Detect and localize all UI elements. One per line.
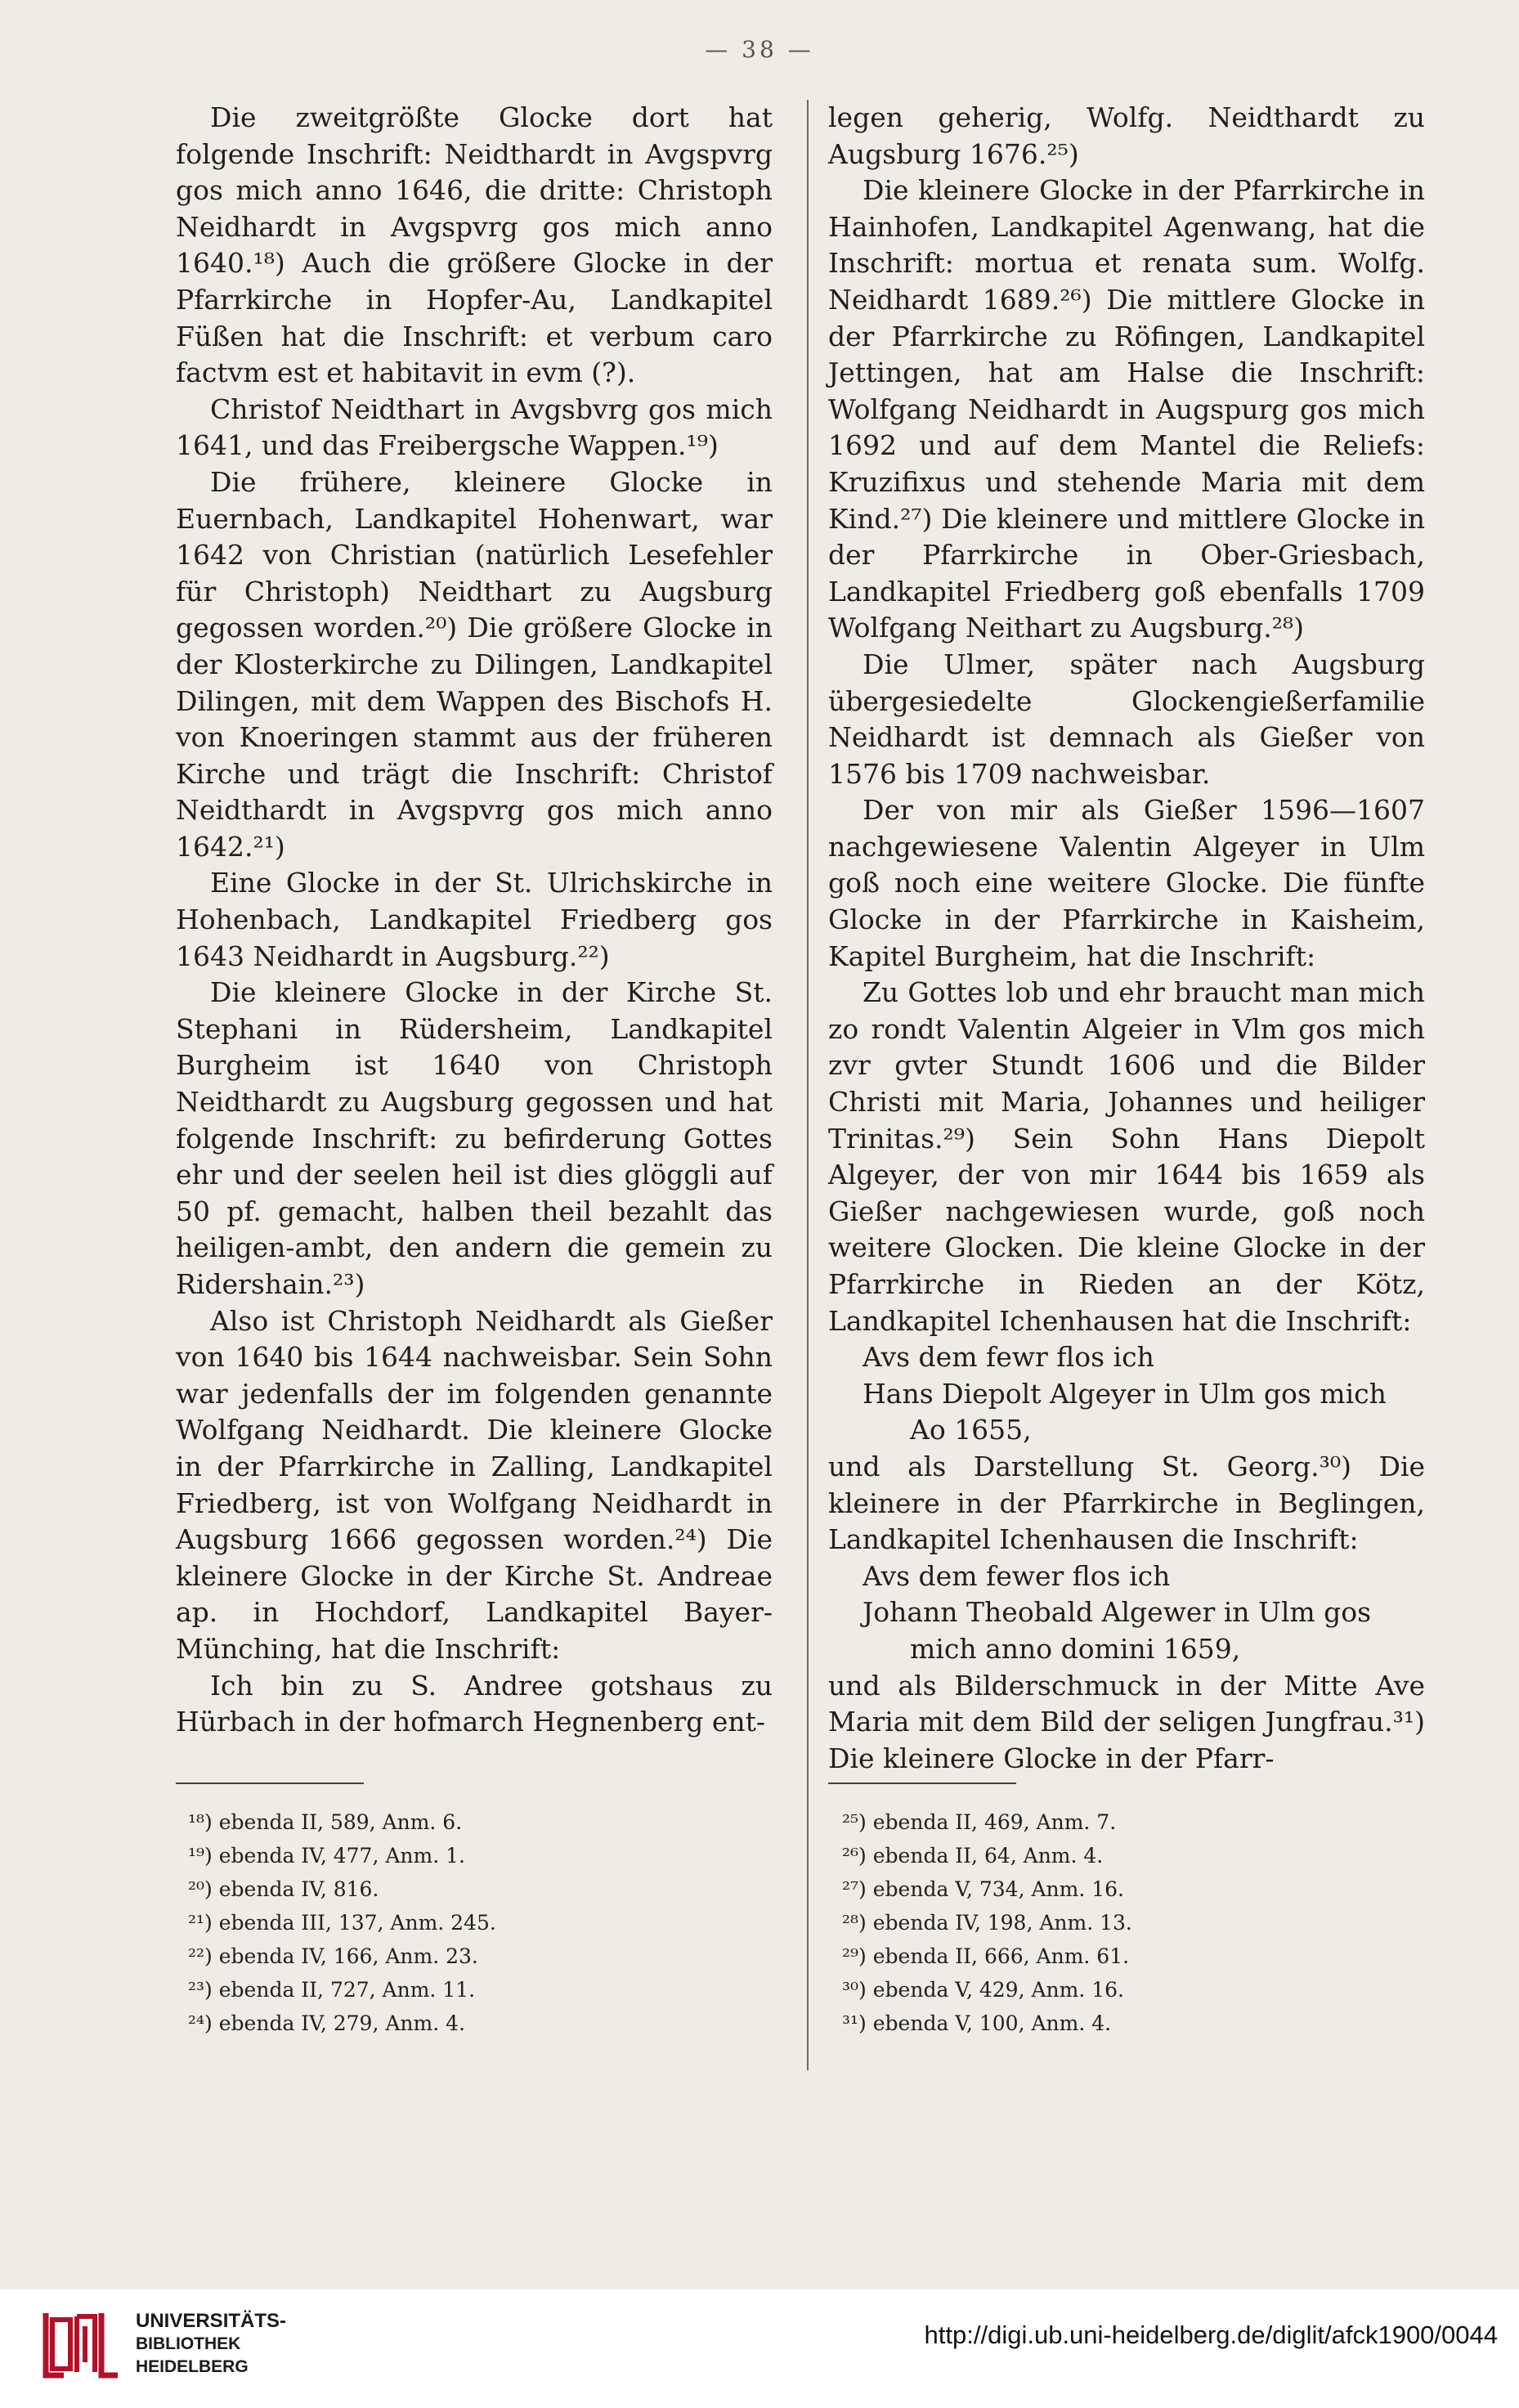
source-url-link[interactable]: http://digi.ub.uni-heidelberg.de/diglit/afck1900/0044 [924,2321,1498,2349]
library-name-line: HEIDELBERG [136,2357,249,2376]
footnote: ²⁶) ebenda II, 64, Anm. 4. [842,1844,1104,1868]
paragraph: Die kleinere Glocke in der Pfarrkirche in Hainhofen, Landkapitel Agenwang, hat die Inschrift: mortua et renata sum. Wolfg. Neidhardt 1689.²⁶) Die mittlere Glocke in der Pfarrkirche zu Röfingen, Landkapitel Jettingen, hat am Halse die Inschrift: Wolfgang Neidhardt in Augspurg gos mich 1692 und auf dem Mantel die Reliefs: Kruzifixus und stehende Maria mit dem Kind.²⁷) Die kleinere und mittlere Glocke in der Pfarrkirche in Ober-Griesbach, Landkapitel Friedberg goß ebenfalls 1709 Wolfgang Neithart zu Augsburg.²⁸) [828,174,1425,644]
footnote: ³⁰) ebenda V, 429, Anm. 16. [842,1978,1124,2002]
paragraph: Der von mir als Gießer 1596—1607 nachgewiesene Valentin Algeyer in Ulm goß noch eine weitere Glocke. Die fünfte Glocke in der Pfarrkirche in Kaisheim, Kapitel Burgheim, hat die Inschrift: [828,794,1425,972]
footnote: ²⁰) ebenda IV, 816. [188,1877,379,1901]
paragraph: Die frühere, kleinere Glocke in Euernbach, Landkapitel Hohenwart, war 1642 von Christian (natürlich Lesefehler für Christoph) Neidthart zu Augsburg gegossen worden.²⁰) Die größere Glocke in der Klosterkirche zu Dilingen, Landkapitel Dilingen, mit dem Wappen des Bischofs H. von Knoeringen stammt aus der früheren Kirche und trägt die Inschrift: Christof Neidthardt in Avgspvrg gos mich anno 1642.²¹) [176,465,773,863]
footnote: ¹⁹) ebenda IV, 477, Anm. 1. [188,1844,465,1868]
footnote: ²⁵) ebenda II, 469, Anm. 7. [842,1810,1117,1834]
paragraph: Also ist Christoph Neidhardt als Gießer von 1640 bis 1644 nachweisbar. Sein Sohn war jedenfalls der im folgenden genannte Wolfgang Neidhardt. Die kleinere Glocke in der Pfarrkirche in Zalling, Landkapitel Friedberg, ist von Wolfgang Neidhardt in Augsburg 1666 gegossen worden.²⁴) Die kleinere Glocke in der Kirche St. Andreae ap. in Hochdorf, Landkapitel Bayer-Münching, hat die Inschrift: [176,1304,773,1665]
paragraph: Die zweitgrößte Glocke dort hat folgende Inschrift: Neidthardt in Avgspvrg gos mich anno 1646, die dritte: Christoph Neidhardt in Avgspvrg gos mich anno 1640.¹⁸) Auch die größere Glocke in der Pfarrkirche in Hopfer-Au, Landkapitel Füßen hat die Inschrift: et verbum caro factvm est et habitavit in evm (?). [176,101,773,389]
footnote-rule [828,1782,1016,1784]
inscription-line: mich anno domini 1659, [910,1632,1241,1665]
paragraph: und als Bilderschmuck in der Mitte Ave Maria mit dem Bild der seligen Jungfrau.³¹) Die kleinere Glocke in der Pfarr- [828,1669,1425,1774]
footnote-rule [176,1782,364,1784]
paragraph: Eine Glocke in der St. Ulrichskirche in Hohenbach, Landkapitel Friedberg gos 1643 Neidhardt in Augsburg.²²) [176,867,773,972]
paragraph: Christof Neidthart in Avgsbvrg gos mich 1641, und das Freibergsche Wappen.¹⁹) [176,392,773,462]
paragraph: und als Darstellung St. Georg.³⁰) Die kleinere in der Pfarrkirche in Beglingen, Landkapitel Ichenhausen die Inschrift: [828,1450,1425,1556]
footnote: ²⁴) ebenda IV, 279, Anm. 4. [188,2011,465,2035]
inscription-line: Johann Theobald Algewer in Ulm gos [863,1596,1372,1629]
library-name-line: UNIVERSITÄTS- [136,2310,287,2332]
footnote: ²⁹) ebenda II, 666, Anm. 61. [842,1944,1130,1968]
library-emblem-icon [29,2303,136,2385]
footnotes-right [842,1805,1333,2040]
footnote: ²⁷) ebenda V, 734, Anm. 16. [842,1877,1124,1901]
footnote: ³¹) ebenda V, 100, Anm. 4. [842,2011,1112,2035]
right-column [828,100,1425,1777]
library-logo[interactable] [29,2303,286,2385]
footnote: ²³) ebenda II, 727, Anm. 11. [188,1978,476,2002]
inscription-line: Avs dem fewr flos ich [863,1341,1154,1374]
footnote: ¹⁸) ebenda II, 589, Anm. 6. [188,1810,463,1834]
footnote: ²²) ebenda IV, 166, Anm. 23. [188,1944,478,1968]
footnote: ²¹) ebenda III, 137, Anm. 245. [188,1911,496,1935]
footnote: ²⁸) ebenda IV, 198, Anm. 13. [842,1911,1132,1935]
library-name-line: BIBLIOTHEK [136,2334,241,2353]
inscription-line: Avs dem fewer flos ich [863,1559,1171,1592]
paragraph: Ich bin zu S. Andree gotshaus zu Hürbach in der hofmarch Hegnenberg ent- [176,1669,773,1738]
column-divider [807,100,809,2070]
paragraph: Die kleinere Glocke in der Kirche St. Stephani in Rüdersheim, Landkapitel Burgheim ist 1640 von Christoph Neidthardt zu Augsburg gegossen und hat folgende Inschrift: zu befirderung Gottes ehr und der seelen heil ist dies glöggli auf 50 pf. gemacht, halben theil bezahlt das heiligen-ambt, den andern die gemein zu Ridershain.²³) [176,976,773,1300]
inscription-line: Hans Diepolt Algeyer in Ulm gos mich [863,1377,1387,1410]
paragraph: legen geherig, Wolfg. Neidthardt zu Augsburg 1676.²⁵) [828,101,1425,170]
library-name [136,2310,286,2379]
inscription-line: Ao 1655, [910,1414,1032,1446]
footnotes-left [188,1805,679,2040]
left-column [176,100,773,1741]
paragraph: Die Ulmer, später nach Augsburg übergesiedelte Glockengießerfamilie Neidhardt ist demnach als Gießer von 1576 bis 1709 nachweisbar. [828,648,1425,790]
page-number: — 38 — [705,36,814,63]
paragraph: Zu Gottes lob und ehr braucht man mich zo rondt Valentin Algeier in Vlm gos mich zvr gvter Stundt 1606 und die Bilder Christi mit Maria, Johannes und heiliger Trinitas.²⁹) Sein Sohn Hans Diepolt Algeyer, der von mir 1644 bis 1659 als Gießer nachgewiesen wurde, goß noch weitere Glocken. Die kleine Glocke in der Pfarrkirche in Rieden an der Kötz, Landkapitel Ichenhausen hat die Inschrift: [828,976,1425,1337]
